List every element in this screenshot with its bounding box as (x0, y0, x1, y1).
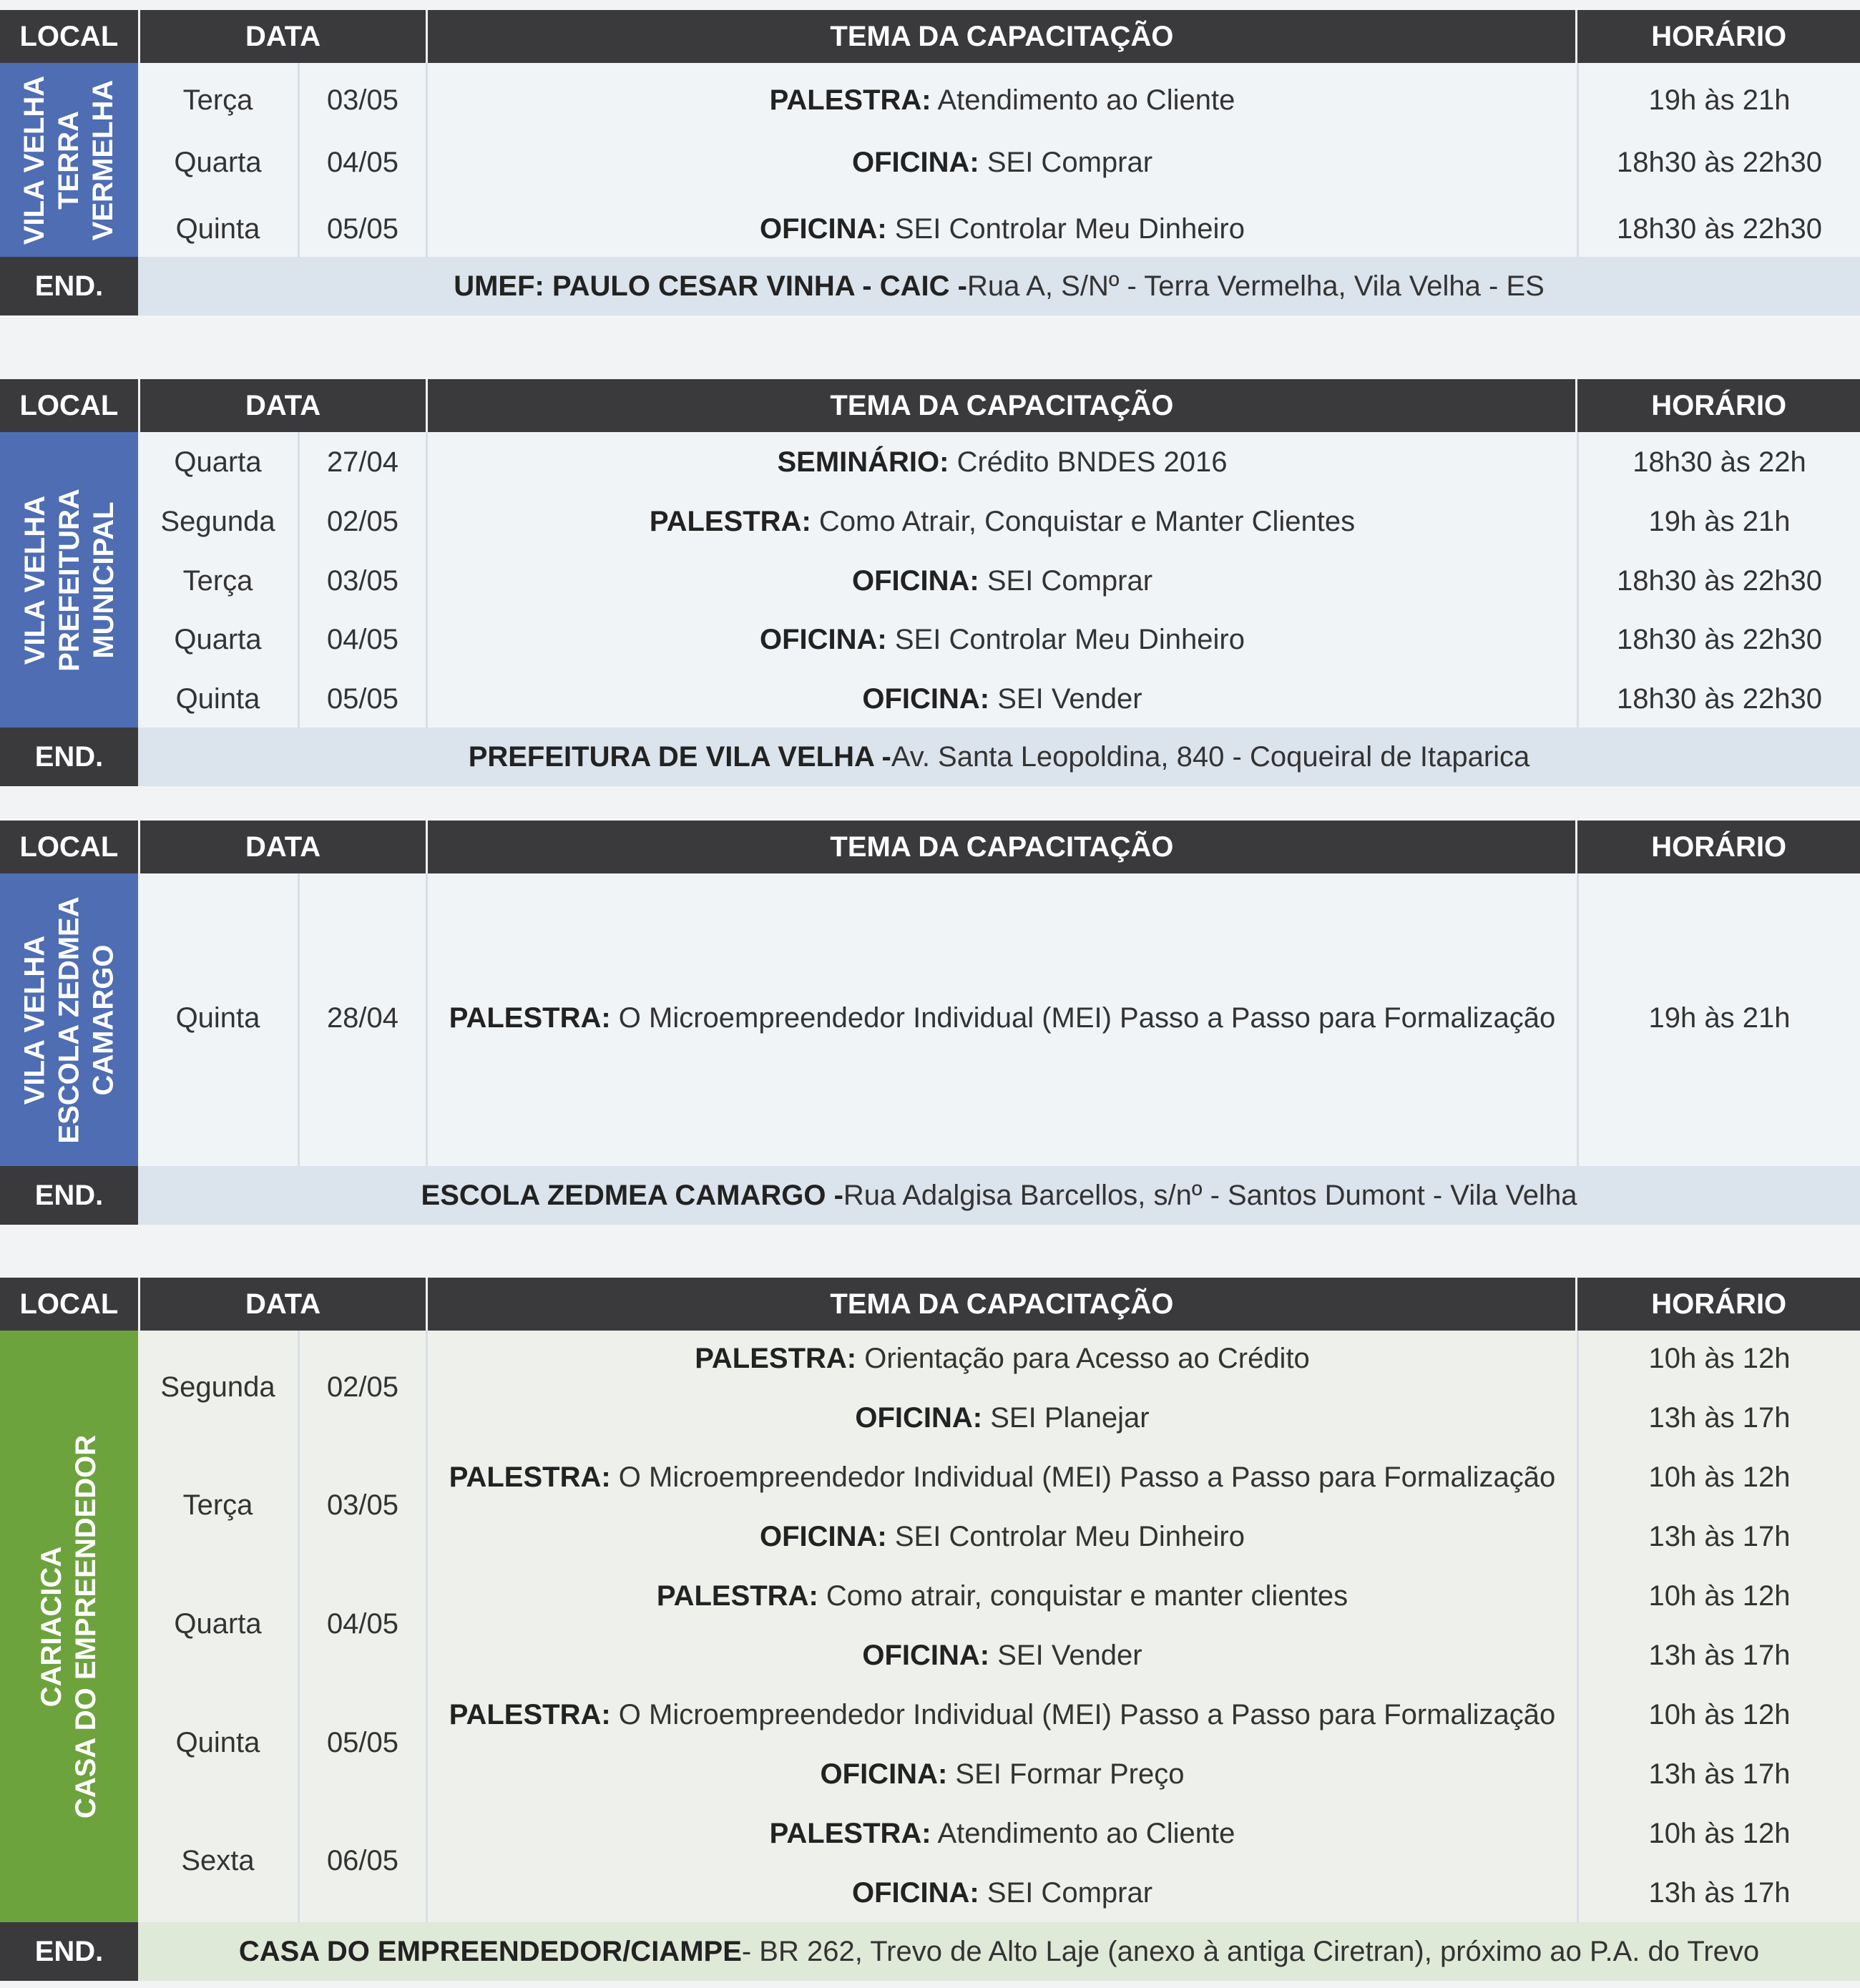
row-theme: PALESTRA: Como Atrair, Conquistar e Manter Clientes (649, 506, 1356, 537)
row-theme: PALESTRA: O Microempreendedor Individual (MEI) Passo a Passo para Formalização (449, 1002, 1556, 1034)
row-time: 18h30 às 22h (1633, 446, 1806, 478)
row-time: 19h às 21h (1648, 506, 1791, 537)
row-time: 18h30 às 22h30 (1617, 213, 1822, 245)
row-day: Segunda (160, 1371, 275, 1403)
row-date: 04/05 (326, 624, 399, 655)
local-label: CARIACICA CASA DO EMPREENDEDOR (0, 1331, 138, 1922)
row-date: 04/05 (326, 147, 399, 178)
header-horario: HORÁRIO (1577, 379, 1860, 432)
row-day: Quinta (175, 1727, 260, 1758)
header-local: LOCAL (0, 1278, 138, 1331)
address-label: END. (0, 728, 138, 786)
row-time: 18h30 às 22h30 (1617, 683, 1822, 715)
row-theme: OFICINA: SEI Vender (862, 683, 1142, 715)
row-day: Quarta (174, 446, 262, 478)
row-theme: OFICINA: SEI Vender (862, 1640, 1142, 1671)
address-text: PREFEITURA DE VILA VELHA - Av. Santa Leopoldina, 840 - Coqueiral de Itaparica (138, 728, 1860, 786)
row-time: 10h às 12h (1648, 1580, 1791, 1612)
row-day: Terça (182, 84, 253, 116)
header-data: DATA (140, 1278, 426, 1331)
address-row (0, 728, 1860, 786)
header-data: DATA (140, 379, 426, 432)
address-text: ESCOLA ZEDMEA CAMARGO - Rua Adalgisa Barcellos, s/nº - Santos Dumont - Vila Velha (138, 1166, 1860, 1225)
table-header (0, 379, 1860, 432)
row-date: 05/05 (326, 1727, 399, 1758)
address-row (0, 257, 1860, 315)
address-text: CASA DO EMPREENDEDOR/CIAMPE - BR 262, Trevo de Alto Laje (anexo à antiga Ciretran), próximo ao P.A. do Trevo (138, 1922, 1860, 1981)
row-time: 18h30 às 22h30 (1617, 565, 1822, 597)
row-time: 13h às 17h (1648, 1402, 1791, 1434)
row-theme: PALESTRA: Como atrair, conquistar e manter clientes (656, 1580, 1348, 1612)
header-tema: TEMA DA CAPACITAÇÃO (428, 10, 1575, 63)
row-date: 05/05 (326, 683, 399, 715)
address-label: END. (0, 257, 138, 315)
table-header (0, 1278, 1860, 1331)
row-theme: OFICINA: SEI Comprar (851, 147, 1153, 178)
row-time: 18h30 às 22h30 (1617, 624, 1822, 655)
header-local: LOCAL (0, 379, 138, 432)
row-time: 13h às 17h (1648, 1877, 1791, 1909)
row-theme: OFICINA: SEI Formar Preço (820, 1758, 1185, 1790)
header-tema: TEMA DA CAPACITAÇÃO (428, 379, 1575, 432)
address-row (0, 1166, 1860, 1225)
row-date: 04/05 (326, 1608, 399, 1640)
table-header (0, 821, 1860, 873)
header-local: LOCAL (0, 821, 138, 873)
table-body (0, 432, 1860, 728)
header-local: LOCAL (0, 10, 138, 63)
row-time: 10h às 12h (1648, 1699, 1791, 1730)
header-data: DATA (140, 10, 426, 63)
header-horario: HORÁRIO (1577, 1278, 1860, 1331)
row-theme: PALESTRA: Atendimento ao Cliente (769, 1818, 1235, 1849)
row-day: Terça (182, 565, 253, 597)
row-day: Quinta (175, 1002, 260, 1034)
row-day: Quinta (175, 683, 260, 715)
row-theme: PALESTRA: O Microempreendedor Individual (MEI) Passo a Passo para Formalização (449, 1461, 1556, 1493)
row-day: Sexta (181, 1845, 255, 1876)
table-body (0, 1331, 1860, 1922)
row-time: 19h às 21h (1648, 1002, 1791, 1034)
row-day: Terça (182, 1489, 253, 1521)
row-theme: PALESTRA: O Microempreendedor Individual (MEI) Passo a Passo para Formalização (449, 1699, 1556, 1730)
row-theme: OFICINA: SEI Comprar (851, 1877, 1153, 1909)
row-theme: OFICINA: SEI Controlar Meu Dinheiro (760, 624, 1245, 655)
row-theme: OFICINA: SEI Comprar (851, 565, 1153, 597)
table-body (0, 873, 1860, 1166)
row-date: 28/04 (326, 1002, 399, 1034)
row-day: Quarta (174, 1608, 262, 1640)
header-horario: HORÁRIO (1577, 821, 1860, 873)
row-date: 02/05 (326, 1371, 399, 1403)
local-label: VILA VELHA TERRA VERMELHA (0, 63, 138, 257)
row-date: 03/05 (326, 1489, 399, 1521)
row-date: 27/04 (326, 446, 399, 478)
row-time: 10h às 12h (1648, 1818, 1791, 1849)
local-label: VILA VELHA ESCOLA ZEDMEA CAMARGO (0, 873, 138, 1166)
local-label: VILA VELHA PREFEITURA MUNICIPAL (0, 432, 138, 728)
header-data: DATA (140, 821, 426, 873)
table-header (0, 10, 1860, 63)
row-day: Segunda (160, 506, 275, 537)
row-date: 06/05 (326, 1845, 399, 1876)
row-theme: SEMINÁRIO: Crédito BNDES 2016 (777, 446, 1228, 478)
header-tema: TEMA DA CAPACITAÇÃO (428, 1278, 1575, 1331)
header-horario: HORÁRIO (1577, 10, 1860, 63)
row-theme: PALESTRA: Atendimento ao Cliente (769, 84, 1235, 116)
address-text: UMEF: PAULO CESAR VINHA - CAIC - Rua A, S/Nº - Terra Vermelha, Vila Velha - ES (138, 257, 1860, 315)
row-theme: OFICINA: SEI Planejar (855, 1402, 1150, 1434)
row-time: 10h às 12h (1648, 1343, 1791, 1374)
row-time: 13h às 17h (1648, 1521, 1791, 1552)
header-tema: TEMA DA CAPACITAÇÃO (428, 821, 1575, 873)
row-date: 03/05 (326, 565, 399, 597)
table-body (0, 63, 1860, 257)
row-theme: OFICINA: SEI Controlar Meu Dinheiro (760, 1521, 1245, 1552)
address-label: END. (0, 1166, 138, 1225)
row-date: 05/05 (326, 213, 399, 245)
row-theme: OFICINA: SEI Controlar Meu Dinheiro (760, 213, 1245, 245)
row-day: Quinta (175, 213, 260, 245)
address-row (0, 1922, 1860, 1981)
row-theme: PALESTRA: Orientação para Acesso ao Crédito (695, 1343, 1310, 1374)
row-day: Quarta (174, 147, 262, 178)
row-time: 18h30 às 22h30 (1617, 147, 1822, 178)
row-date: 03/05 (326, 84, 399, 116)
row-time: 19h às 21h (1648, 84, 1791, 116)
row-time: 13h às 17h (1648, 1640, 1791, 1671)
row-time: 10h às 12h (1648, 1461, 1791, 1493)
address-label: END. (0, 1922, 138, 1981)
row-date: 02/05 (326, 506, 399, 537)
row-day: Quarta (174, 624, 262, 655)
row-time: 13h às 17h (1648, 1758, 1791, 1790)
